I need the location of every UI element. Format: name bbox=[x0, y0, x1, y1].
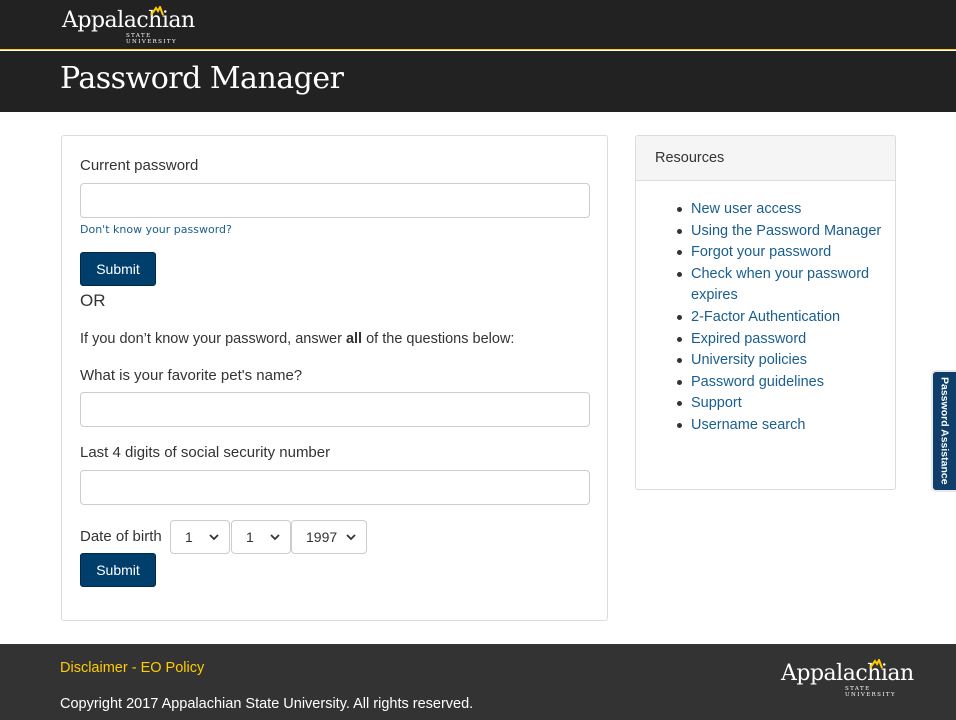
instructions-bold: all bbox=[345, 331, 363, 347]
mountain-icon bbox=[150, 6, 164, 16]
footer-logo-wordmark: Appalachian bbox=[781, 661, 914, 686]
ssn-input[interactable] bbox=[80, 470, 590, 505]
resource-link-university-policies[interactable]: University policies bbox=[691, 350, 891, 372]
chevron-down-icon bbox=[270, 532, 280, 542]
disclaimer-link[interactable]: Disclaimer bbox=[60, 660, 128, 676]
dob-day-value: 1 bbox=[246, 529, 254, 545]
footer-separator: - bbox=[127, 660, 141, 676]
resources-panel bbox=[635, 135, 896, 490]
current-password-input[interactable] bbox=[80, 183, 590, 218]
instructions-text bbox=[80, 331, 514, 347]
pet-name-input[interactable] bbox=[80, 392, 590, 427]
current-password-label: Current password bbox=[80, 157, 199, 174]
resource-link-expired-password[interactable]: Expired password bbox=[691, 329, 891, 351]
footer-logo[interactable] bbox=[781, 661, 914, 698]
dob-day-select[interactable] bbox=[231, 520, 291, 554]
footer bbox=[0, 644, 956, 720]
resource-link-password-guidelines[interactable]: Password guidelines bbox=[691, 372, 891, 394]
dob-month-select[interactable] bbox=[170, 520, 230, 554]
top-bar bbox=[0, 0, 956, 50]
password-assistance-label: Password Assistance bbox=[938, 377, 951, 485]
dob-month-value: 1 bbox=[185, 529, 193, 545]
dob-year-value: 1997 bbox=[306, 529, 338, 545]
footer-links bbox=[60, 660, 204, 676]
or-divider-text: OR bbox=[80, 291, 106, 310]
forgot-password-link[interactable]: Don't know your password? bbox=[80, 223, 232, 236]
resource-link-using-password-manager[interactable]: Using the Password Manager bbox=[691, 221, 891, 243]
dob-label: Date of birth bbox=[80, 528, 162, 545]
resources-list bbox=[691, 199, 891, 437]
password-assistance-tab[interactable] bbox=[931, 370, 956, 492]
resource-link-2fa[interactable]: 2-Factor Authentication bbox=[691, 307, 891, 329]
chevron-down-icon bbox=[346, 532, 356, 542]
pet-name-label: What is your favorite pet's name? bbox=[80, 367, 303, 384]
password-form-card bbox=[61, 135, 608, 621]
resource-link-username-search[interactable]: Username search bbox=[691, 415, 891, 437]
appalachian-logo[interactable] bbox=[62, 8, 195, 45]
footer-logo-subtext: STATE UNIVERSITY bbox=[845, 686, 896, 698]
submit-button[interactable]: Submit bbox=[80, 252, 156, 286]
title-band bbox=[0, 51, 956, 112]
ssn-label: Last 4 digits of social security number bbox=[80, 444, 331, 461]
instructions-suffix: of the questions below: bbox=[362, 331, 515, 347]
resource-link-check-expiry[interactable]: Check when your password expires bbox=[691, 264, 891, 307]
eo-policy-link[interactable]: EO Policy bbox=[140, 660, 205, 676]
instructions-prefix: If you don’t know your password, answer bbox=[80, 331, 346, 347]
mountain-icon bbox=[869, 659, 883, 669]
page-title: Password Manager bbox=[60, 61, 344, 96]
copyright-text: Copyright 2017 Appalachian State University. All rights reserved. bbox=[60, 696, 474, 712]
logo-wordmark: Appalachian bbox=[62, 8, 195, 33]
submit-answers-button[interactable]: Submit bbox=[80, 553, 156, 587]
chevron-down-icon bbox=[209, 532, 219, 542]
resource-link-forgot-password[interactable]: Forgot your password bbox=[691, 242, 891, 264]
dob-year-select[interactable] bbox=[291, 520, 367, 554]
logo-subtext: STATE UNIVERSITY bbox=[126, 33, 177, 45]
resource-link-support[interactable]: Support bbox=[691, 393, 891, 415]
resource-link-new-user-access[interactable]: New user access bbox=[691, 199, 891, 221]
resources-heading: Resources bbox=[636, 136, 895, 181]
